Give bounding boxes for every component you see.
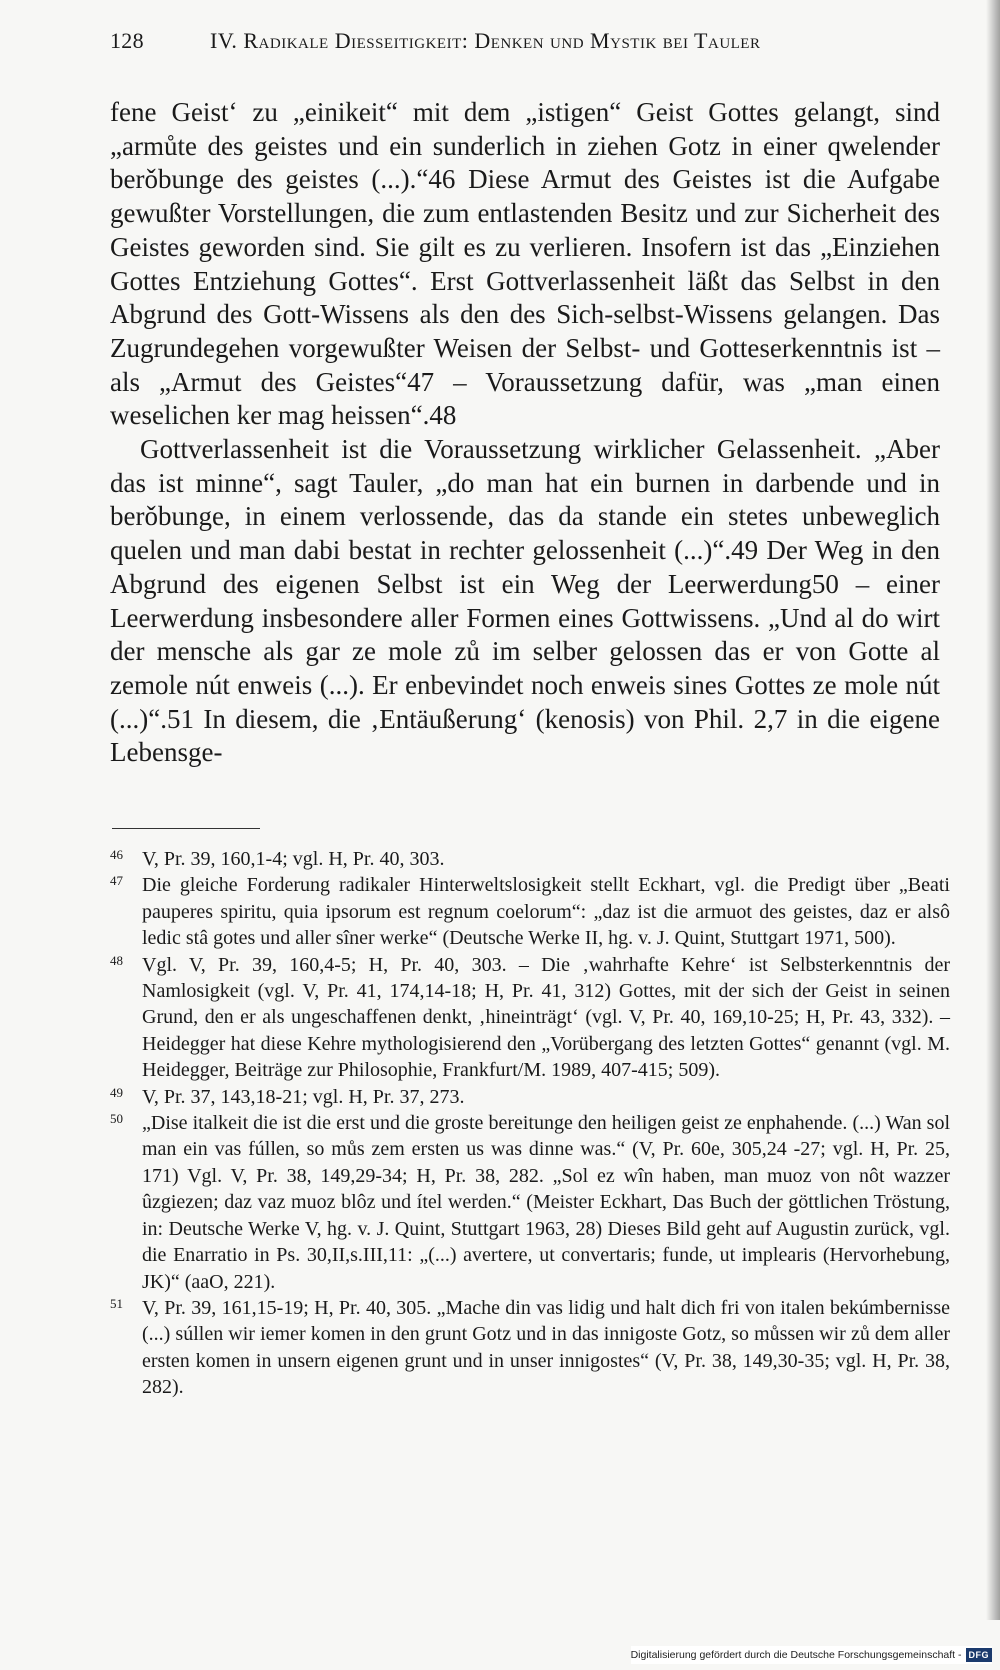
footnote-number: 48 bbox=[110, 952, 123, 968]
footnote-48 bbox=[110, 952, 950, 1084]
footnote-number: 46 bbox=[110, 847, 123, 862]
digitization-credit bbox=[631, 1646, 992, 1664]
footnote-text: V, Pr. 39, 160,1-4; vgl. H, Pr. 40, 303. bbox=[142, 848, 445, 870]
footnote-number: 49 bbox=[110, 1084, 123, 1100]
footnote-47 bbox=[110, 872, 950, 951]
footnote-text: V, Pr. 37, 143,18-21; vgl. H, Pr. 37, 273. bbox=[142, 1085, 465, 1108]
page-number: 128 bbox=[110, 28, 144, 53]
footnote-number: 50 bbox=[110, 1111, 123, 1127]
footnote-50 bbox=[110, 1110, 950, 1295]
footnote-51 bbox=[110, 1295, 950, 1401]
footnote-text: V, Pr. 39, 161,15-19; H, Pr. 40, 305. „Mache din vas lidig und halt dich fri von italen bekúmbernisse (...) súllen wir iemer komen in den grunt Gotz und in das innigoste Gotz, so můssen wir zů dem aller ersten komen in unsern eigenen grunt und in unser innigostes“ (V, Pr. 38, 149,30-35; vgl. H, Pr. 38, 282). bbox=[142, 1296, 950, 1399]
footnotes bbox=[110, 846, 950, 1401]
page-header bbox=[110, 28, 970, 64]
running-head: IV. Radikale Diesseitigkeit: Denken und Mystik bei Tauler bbox=[210, 28, 761, 53]
footnote-rule bbox=[112, 828, 260, 829]
footnote-text: Vgl. V, Pr. 39, 160,4-5; H, Pr. 40, 303. – Die ‚wahrhafte Kehre‘ ist Selbsterkenntnis der Namlosigkeit (vgl. V, Pr. 41, 174,14-18; H, Pr. 41, 312) Gottes, mit der sich der Geist in seinen Grund, den er als ungeschaffenen denkt, ‚hineinträgt‘ (vgl. V, Pr. 40, 169,10-25; H, Pr. 43, 332). – Heidegger hat diese Kehre mythologisierend den „Vorübergang des letzten Gottes“ genannt (vgl. M. Heidegger, Beiträge zur Philosophie, Frankfurt/M. 1989, 407-415; 509). bbox=[142, 953, 950, 1082]
footnote-number: 47 bbox=[110, 873, 123, 889]
page-edge-shadow bbox=[986, 0, 1000, 1620]
paragraph: fene Geist‘ zu „einikeit“ mit dem „istigen“ Geist Gottes gelangt, sind „armůte des geistes und ein sunderlich in ziehen Gotz in einer qwelender berǒbunge des geistes (...).“46 Diese Armut des Geistes ist die Aufgabe gewußter Vorstellungen, die zum entlastenden Besitz und zur Sicherheit des Geistes geworden sind. Sie gilt es zu verlieren. Insofern ist das „Einziehen Gottes Entziehung Gottes“. Erst Gottverlassenheit läßt das Selbst in den Abgrund des Gott-Wissens als den des Sich-selbst-Wissens gelangen. Das Zugrundegehen vorgewußter Weisen der Selbst- und Gotteserkenntnis ist – als „Armut des Geistes“47 – Voraussetzung dafür, was „man einen weselichen ker mag heissen“.48 bbox=[110, 97, 940, 431]
paragraph: Gottverlassenheit ist die Voraussetzung wirklicher Gelassenheit. „Aber das ist minne“, sagt Tauler, „do man hat ein burnen in darbende und in berǒbunge, in einem verlossende, das da stande ein stetes unbeweglich quelen und man dabi bestat in rechter gelossenheit (...)“.49 Der Weg in den Abgrund des eigenen Selbst ist ein Weg der Leerwerdung50 – einer Leerwerdung insbesondere aller Formen eines Gottwissens. „Und al do wirt der mensche als gar ze mole zů im selber gelossen das er von Gotte al zemole nút enweis (...). Er enbevindet noch enweis sines Gottes ze mole nút (...)“.51 In diesem, die ‚Entäußerung‘ (kenosis) von Phil. 2,7 in die eigene Lebensge- bbox=[110, 434, 940, 768]
dfg-logo-icon: DFG bbox=[966, 1648, 993, 1662]
footnote-49 bbox=[110, 1084, 950, 1110]
main-text bbox=[110, 96, 940, 770]
footnote-text: Die gleiche Forderung radikaler Hinterweltslosigkeit stellt Eckhart, vgl. die Predigt über „Beati pauperes spiritu, quia ipsorum est regnum coelorum“: „daz ist die armuot des geistes, daz er alsô ledic stâ gotes und aller sîner werke“ (Deutsche Werke II, hg. v. J. Quint, Stuttgart 1971, 500). bbox=[142, 874, 950, 950]
footnote-number: 51 bbox=[110, 1295, 123, 1311]
credit-text: Digitalisierung gefördert durch die Deutsche Forschungsgemeinschaft - bbox=[630, 1649, 962, 1661]
footnote-46 bbox=[110, 846, 950, 872]
footnote-text: „Dise italkeit die ist die erst und die groste bereitunge den heiligen geist ze enphahende. (...) Wan sol man ein vas fúllen, so můs zem ersten us was dinne was.“ (V, Pr. 60e, 305,24 -27; vgl. H, Pr. 25, 171) Vgl. V, Pr. 38, 149,29-34; H, Pr. 38, 282. „Sol ez wîn haben, man muoz von nôt wazzer ûzgiezen; daz vaz muoz blôz und ítel werden.“ (Meister Eckhart, Das Buch der göttlichen Tröstung, in: Deutsche Werke V, hg. v. J. Quint, Stuttgart 1963, 28) Dieses Bild geht auf Augustin zurück, vgl. die Enarratio in Ps. 30,II,s.III,11: „(...) avertere, ut convertaris; funde, ut implearis (Hervorhebung, JK)“ (aaO, 221). bbox=[142, 1112, 950, 1293]
